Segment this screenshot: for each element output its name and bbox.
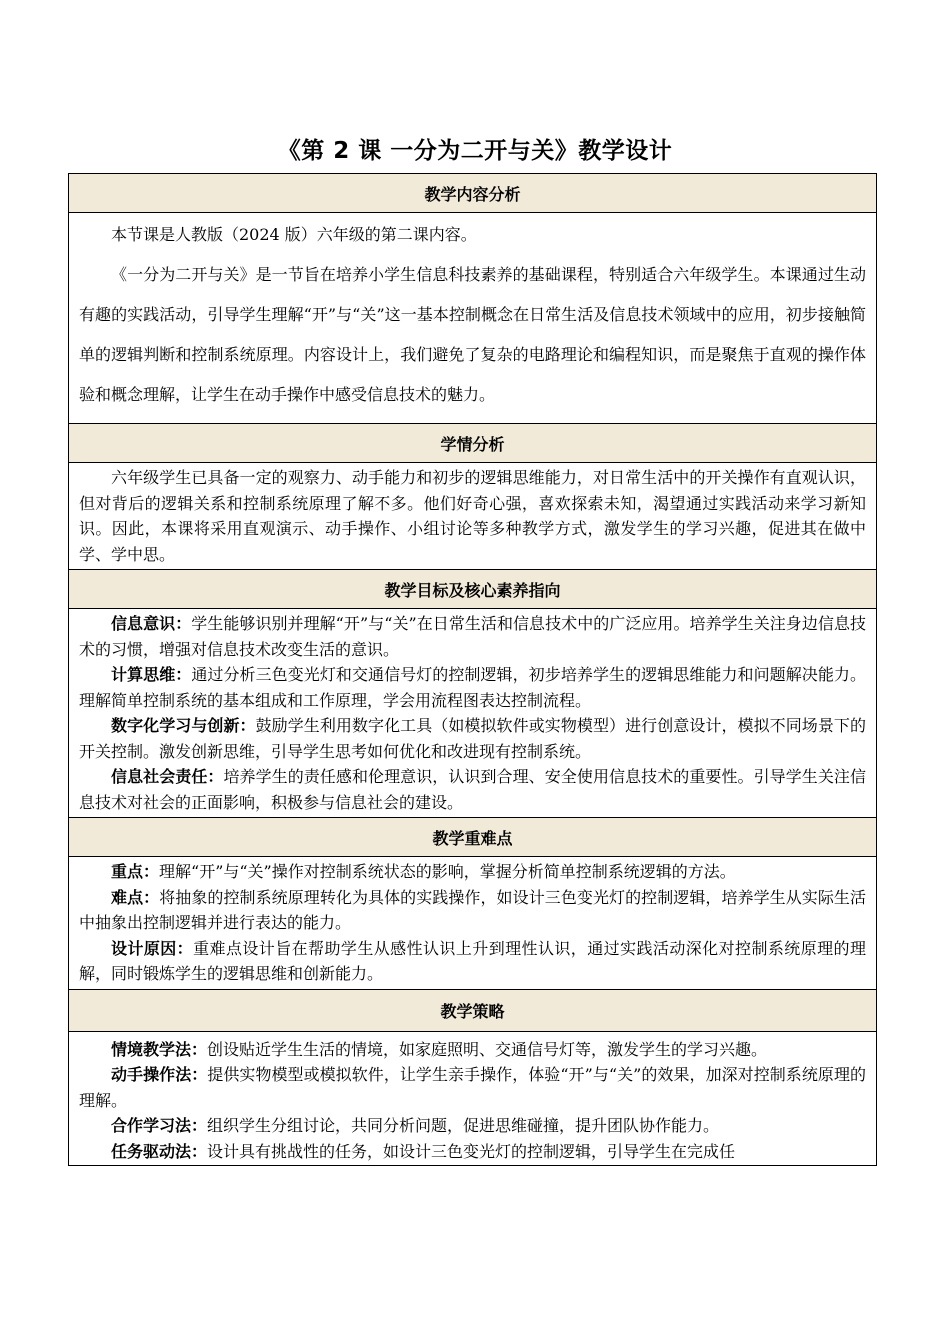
- key-point-item: [69, 885, 876, 936]
- key-point-label: 重点：: [111, 862, 160, 881]
- key-point-item: [69, 936, 876, 987]
- key-point-label: 设计原因：: [111, 938, 194, 958]
- strategy-text: 提供实物模型或模拟软件，让学生亲手操作，体验“开”与“关”的效果，加深对控制系统原理的理解。: [79, 1065, 866, 1110]
- content-analysis-heading: 教学内容分析: [69, 174, 877, 213]
- objective-item: [69, 764, 876, 815]
- section-body-row: [69, 463, 877, 570]
- strategies-body: [69, 1031, 877, 1165]
- key-points-body: [69, 857, 877, 990]
- section-body-row: [69, 609, 877, 818]
- objectives-heading: 教学目标及核心素养指向: [69, 570, 877, 609]
- strategy-item: [69, 1037, 876, 1063]
- strategy-item: [69, 1062, 876, 1113]
- key-point-text: 将抽象的控制系统原理转化为具体的实践操作，如设计三色变光灯的控制逻辑，培养学生从实际生活中抽象出控制逻辑并进行表达的能力。: [79, 887, 866, 932]
- key-point-text: 重难点设计旨在帮助学生从感性认识上升到理性认识，通过实践活动深化对控制系统原理的理解，同时锻炼学生的逻辑思维和创新能力。: [79, 938, 866, 983]
- paragraph: 本节课是人教版（2024 版）六年级的第二课内容。: [111, 225, 477, 244]
- objective-text: 学生能够识别并理解“开”与“关”在日常生活和信息技术中的广泛应用。培养学生关注身边信息技术的习惯，增强对信息技术改变生活的意识。: [79, 614, 866, 659]
- key-point-item: [69, 859, 876, 885]
- paragraph: 《一分为二开与关》是一节旨在培养小学生信息科技素养的基础课程，特别适合六年级学生。本课通过生动有趣的实践活动，引导学生理解“开”与“关”这一基本控制概念在日常生活及信息技术领域中的应用，初步接触简单的逻辑判断和控制系统原理。内容设计上，我们避免了复杂的电路理论和编程知识，而是聚焦于直观的操作体验和概念理解，让学生在动手操作中感受信息技术的魅力。: [79, 265, 866, 404]
- learner-analysis-heading: 学情分析: [69, 424, 877, 463]
- key-point-label: 难点：: [111, 887, 160, 907]
- section-body-row: [69, 213, 877, 424]
- section-body-row: [69, 857, 877, 990]
- objective-label: 数字化学习与创新：: [111, 716, 256, 735]
- objective-item: [69, 611, 876, 662]
- objective-label: 信息社会责任：: [111, 767, 224, 786]
- objective-item: [69, 662, 876, 713]
- lesson-plan-table: [68, 173, 877, 1166]
- objective-label: 计算思维：: [111, 665, 192, 684]
- strategy-label: 任务驱动法：: [111, 1141, 208, 1161]
- objective-text: 鼓励学生利用数字化工具（如模拟软件或实物模型）进行创意设计，模拟不同场景下的开关控制。激发创新思维，引导学生思考如何优化和改进现有控制系统。: [79, 716, 866, 761]
- objective-item: [69, 713, 876, 764]
- section-header-row: [69, 570, 877, 609]
- content-analysis-body: [69, 213, 877, 424]
- strategies-heading: 教学策略: [69, 989, 877, 1031]
- objective-text: 培养学生的责任感和伦理意识，认识到合理、安全使用信息技术的重要性。引导学生关注信息技术对社会的正面影响，积极参与信息社会的建设。: [79, 767, 866, 812]
- strategy-label: 动手操作法：: [111, 1065, 208, 1084]
- section-header-row: [69, 174, 877, 213]
- objective-text: 通过分析三色变光灯和交通信号灯的控制逻辑，初步培养学生的逻辑思维能力和问题解决能力。理解简单控制系统的基本组成和工作原理，学会用流程图表达控制流程。: [79, 665, 866, 710]
- section-header-row: [69, 818, 877, 857]
- strategy-item: [69, 1113, 876, 1139]
- key-point-text: 理解“开”与“关”操作对控制系统状态的影响，掌握分析简单控制系统逻辑的方法。: [159, 862, 736, 881]
- learner-analysis-body: [69, 463, 877, 570]
- section-body-row: [69, 1031, 877, 1165]
- strategy-text: 组织学生分组讨论，共同分析问题，促进思维碰撞，提升团队协作能力。: [207, 1116, 720, 1135]
- objective-label: 信息意识：: [111, 614, 192, 633]
- strategy-text: 创设贴近学生生活的情境，如家庭照明、交通信号灯等，激发学生的学习兴趣。: [207, 1039, 768, 1059]
- section-header-row: [69, 424, 877, 463]
- section-header-row: [69, 989, 877, 1031]
- document-title: 《第 2 课 一分为二开与关》教学设计: [277, 138, 673, 164]
- objectives-body: [69, 609, 877, 818]
- paragraph: 六年级学生已具备一定的观察力、动手能力和初步的逻辑思维能力，对日常生活中的开关操作有直观认识，但对背后的逻辑关系和控制系统原理了解不多。他们好奇心强，喜欢探索未知，渴望通过实践活动来学习新知识。因此，本课将采用直观演示、动手操作、小组讨论等多种教学方式，激发学生的学习兴趣，促进其在做中学、学中思。: [79, 468, 866, 564]
- strategy-item: [69, 1139, 876, 1163]
- strategy-label: 情境教学法：: [111, 1039, 208, 1059]
- strategy-text: 设计具有挑战性的任务，如设计三色变光灯的控制逻辑，引导学生在完成任: [207, 1141, 736, 1161]
- strategy-label: 合作学习法：: [111, 1116, 208, 1135]
- key-points-heading: 教学重难点: [69, 818, 877, 857]
